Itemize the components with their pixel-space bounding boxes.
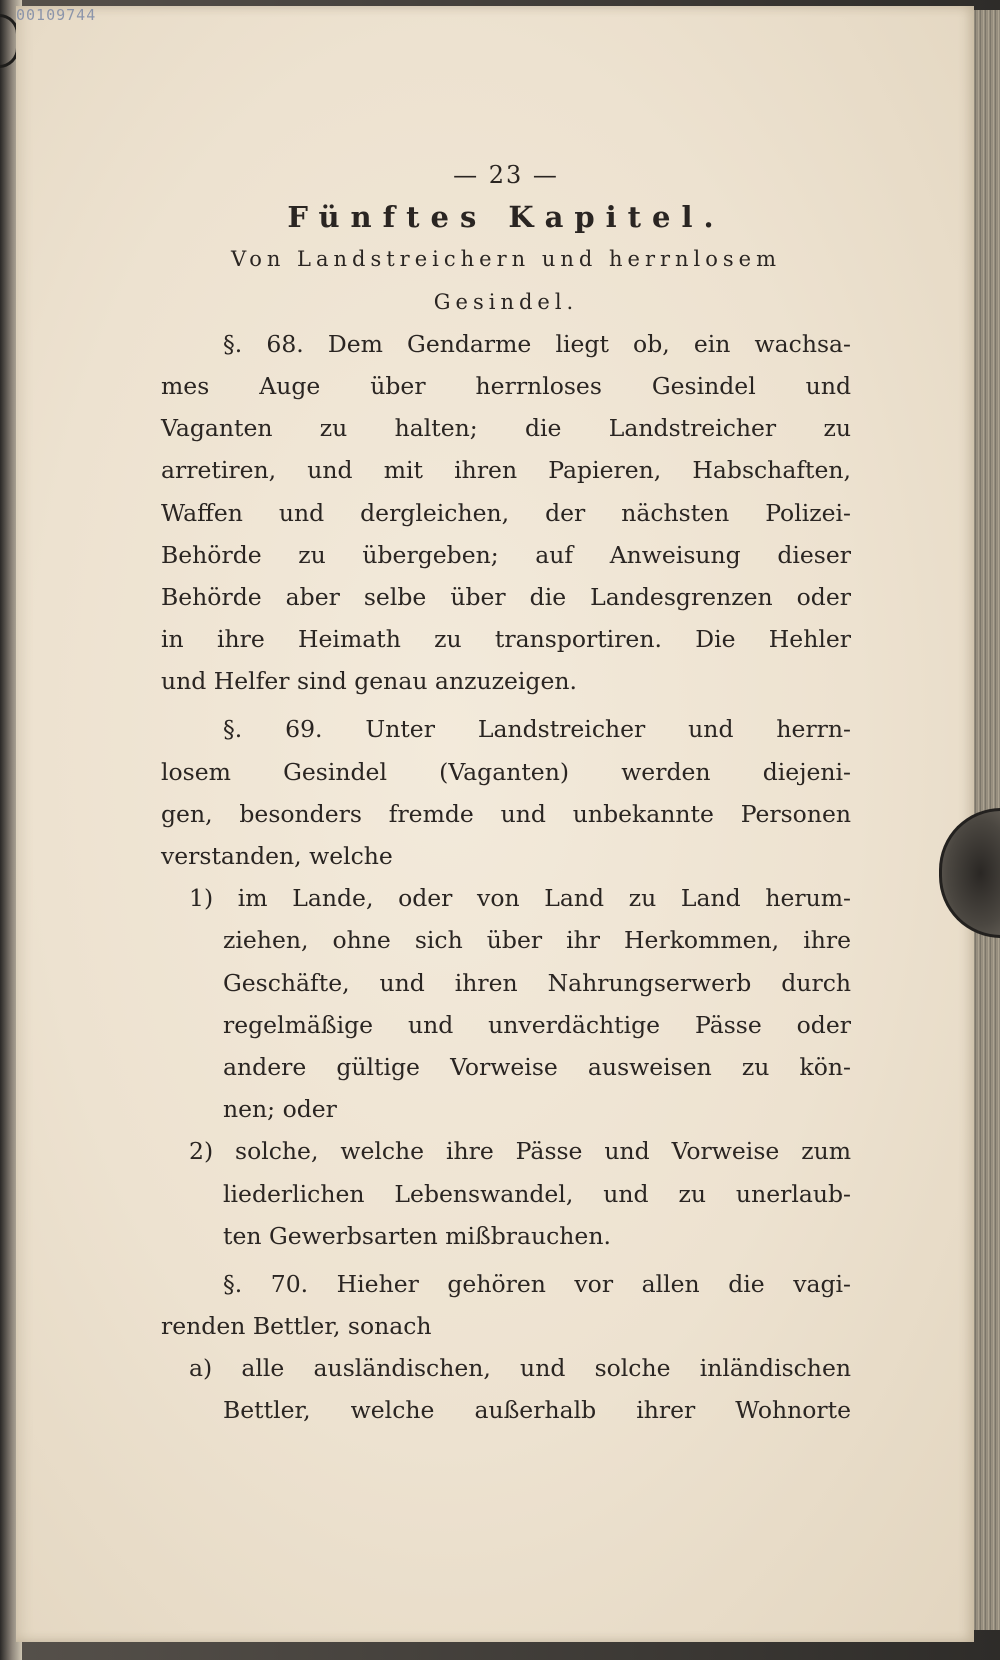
paragraph-68-line: Behörde zu übergeben; auf Anweisung dieser [161,540,851,569]
book-page [16,6,974,1642]
list-item-1-line: 1) im Lande, oder von Land zu Land herum- [189,884,851,913]
paragraph-68-line: Waffen und dergleichen, der nächsten Polizei- [161,498,851,527]
paragraph-68-line: mes Auge über herrnloses Gesindel und [161,371,851,400]
list-item-2-line: liederlichen Lebenswandel, und zu unerlaub- [223,1179,851,1208]
list-item-1-line: nen; oder [223,1095,337,1124]
paragraph-69-line: §. 69. Unter Landstreicher und herrn- [223,715,851,744]
list-item-1-line: andere gültige Vorweise ausweisen zu kön- [223,1052,851,1081]
paragraph-70-line: renden Bettler, sonach [161,1312,432,1341]
list-item-2-line: ten Gewerbsarten mißbrauchen. [223,1221,611,1250]
paragraph-69-line: verstanden, welche [161,842,393,870]
paragraph-68-line: und Helfer sind genau anzuzeigen. [161,667,577,696]
paragraph-68-line: arretiren, und mit ihren Papieren, Habschaften, [161,456,851,485]
page-number: — 23 — [453,161,559,189]
paragraph-68-line: Behörde aber selbe über die Landesgrenzen oder [161,582,851,611]
archive-stamp: 00109744 [16,6,97,24]
chapter-subtitle-line: Gesindel. [433,289,579,314]
paragraph-68-line: §. 68. Dem Gendarme liegt ob, ein wachsa- [223,329,851,358]
chapter-title: Fünftes Kapitel. [287,200,725,235]
list-item-a-line: a) alle ausländischen, und solche inländischen [189,1354,851,1383]
paragraph-69-line: losem Gesindel (Vaganten) werden diejeni- [161,757,851,786]
page-text [161,154,851,1432]
list-item-1-line: regelmäßige und unverdächtige Pässe oder [223,1010,851,1039]
list-item-2-line: 2) solche, welche ihre Pässe und Vorweise zum [189,1137,851,1166]
paragraph-68-line: in ihre Heimath zu transportiren. Die Hehler [161,625,851,654]
list-item-1-line: Geschäfte, und ihren Nahrungserwerb durch [223,968,851,997]
chapter-subtitle-line: Von Landstreichern und herrnlosem [230,247,782,272]
paragraph-68-line: Vaganten zu halten; die Landstreicher zu [161,414,851,443]
paragraph-70-line: §. 70. Hieher gehören vor allen die vagi- [223,1269,851,1298]
list-item-1-line: ziehen, ohne sich über ihr Herkommen, ihre [223,926,851,955]
paragraph-69-line: gen, besonders fremde und unbekannte Personen [161,799,851,828]
list-item-a-line: Bettler, welche außerhalb ihrer Wohnorte [223,1396,851,1425]
